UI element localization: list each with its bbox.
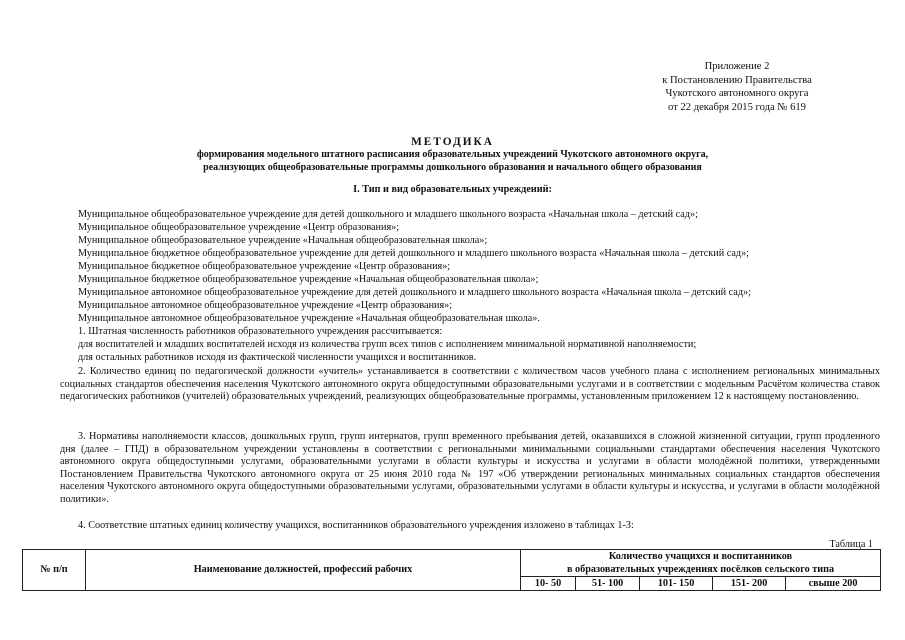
list-item: Муниципальное бюджетное общеобразовательное учреждение для детей дошкольного и младшего школьного возраста «Начальная школа – детский сад»; <box>78 248 749 259</box>
list-item: Муниципальное общеобразовательное учреждение «Начальная общеобразовательная школа»; <box>78 235 488 246</box>
list-item: Муниципальное бюджетное общеобразовательное учреждение «Начальная общеобразовательная школа»; <box>78 274 539 285</box>
paragraph-line: для остальных работников исходя из фактической численности учащихся и воспитанников. <box>78 352 477 363</box>
title-subtitle-line: реализующих общеобразовательные программы дошкольного образования и начального общего образования <box>203 161 702 173</box>
document-title <box>40 135 865 174</box>
paragraph-4: 4. Соответствие штатных единиц количеству учащихся, воспитанников образовательного учреждения изложено в таблицах 1-3: <box>78 520 634 531</box>
title-subtitle-line: формирования модельного штатного расписания образовательных учреждений Чукотского автономного округа, <box>196 149 709 160</box>
header-range: 101- 150 <box>640 577 713 591</box>
appendix-reference <box>617 60 857 114</box>
table-header-row <box>23 550 881 564</box>
list-item: Муниципальное автономное общеобразовательное учреждение для детей дошкольного и младшего школьного возраста «Начальная школа – детский сад»; <box>78 287 751 298</box>
header-range: свыше 200 <box>786 577 881 591</box>
table-label: Таблица 1 <box>829 539 873 550</box>
list-item: Муниципальное автономное общеобразовательное учреждение «Начальная общеобразовательная школа». <box>78 313 540 324</box>
list-item: Муниципальное общеобразовательное учреждение «Центр образования»; <box>78 222 400 233</box>
appendix-line: от 22 декабря 2015 года № 619 <box>668 101 806 113</box>
header-range: 51- 100 <box>576 577 640 591</box>
appendix-line: к Постановлению Правительства <box>662 74 812 86</box>
header-number: № п/п <box>23 550 86 591</box>
paragraph-line: 1. Штатная численность работников образовательного учреждения рассчитывается: <box>78 326 443 337</box>
appendix-line: Приложение 2 <box>704 61 770 72</box>
paragraph-2: 2. Количество единиц по педагогической должности «учитель» устанавливается в соответствии с количеством часов учебного плана с исполнением региональных минимальных социальных стандартов обеспечения населения Чукотского автономного округа общедоступными образовательными услугами и в соответствии с модельным Расчётом количества ставок педагогических работников (учителей) образовательных учреждений, реализующих общеобразовательные программы, установленным приложением 12 к настоящему постановлению. <box>60 366 880 403</box>
header-count-title: Количество учащихся и воспитанников <box>521 550 881 564</box>
header-range: 151- 200 <box>713 577 786 591</box>
paragraph-line: для воспитателей и младших воспитателей исходя из количества групп всех типов с исполнением минимальной нормативной наполняемости; <box>78 339 697 350</box>
section-heading: I. Тип и вид образовательных учреждений: <box>353 184 552 195</box>
list-item: Муниципальное автономное общеобразовательное учреждение «Центр образования»; <box>78 300 453 311</box>
list-item: Муниципальное бюджетное общеобразовательное учреждение «Центр образования»; <box>78 261 451 272</box>
appendix-line: Чукотского автономного округа <box>665 88 809 99</box>
list-item: Муниципальное общеобразовательное учреждение для детей дошкольного и младшего школьного возраста «Начальная школа – детский сад»; <box>78 209 698 220</box>
paragraph-3: 3. Нормативы наполняемости классов, дошкольных групп, групп интернатов, групп временного пребывания детей, оказавшихся в сложной жизненной ситуации, групп продленного дня (далее – ГПД) в образовательном учреждении установлены в соответствии с региональными минимальными социальными стандартами обеспечения населения Чукотского автономного округа общедоступными услугами, образовательными услугами в области культуры и искусства и услугами в области молодёжной политики, утвержденными Постановлением Правительства Чукотского автономного округа от 25 июня 2010 года № 197 «Об утверждении региональных минимальных социальных стандартов обеспечения населения Чукотского автономного округа общедоступными образовательными услугами, образовательными услугами в области культуры и искусства, и услугами в области молодёжной политики». <box>60 431 880 505</box>
header-position-name: Наименование должностей, профессий рабочих <box>86 550 521 591</box>
header-range: 10- 50 <box>521 577 576 591</box>
title-main: МЕТОДИКА <box>411 136 494 148</box>
header-count-subtitle: в образовательных учреждениях посёлков сельского типа <box>521 563 881 577</box>
staff-table <box>22 549 881 591</box>
